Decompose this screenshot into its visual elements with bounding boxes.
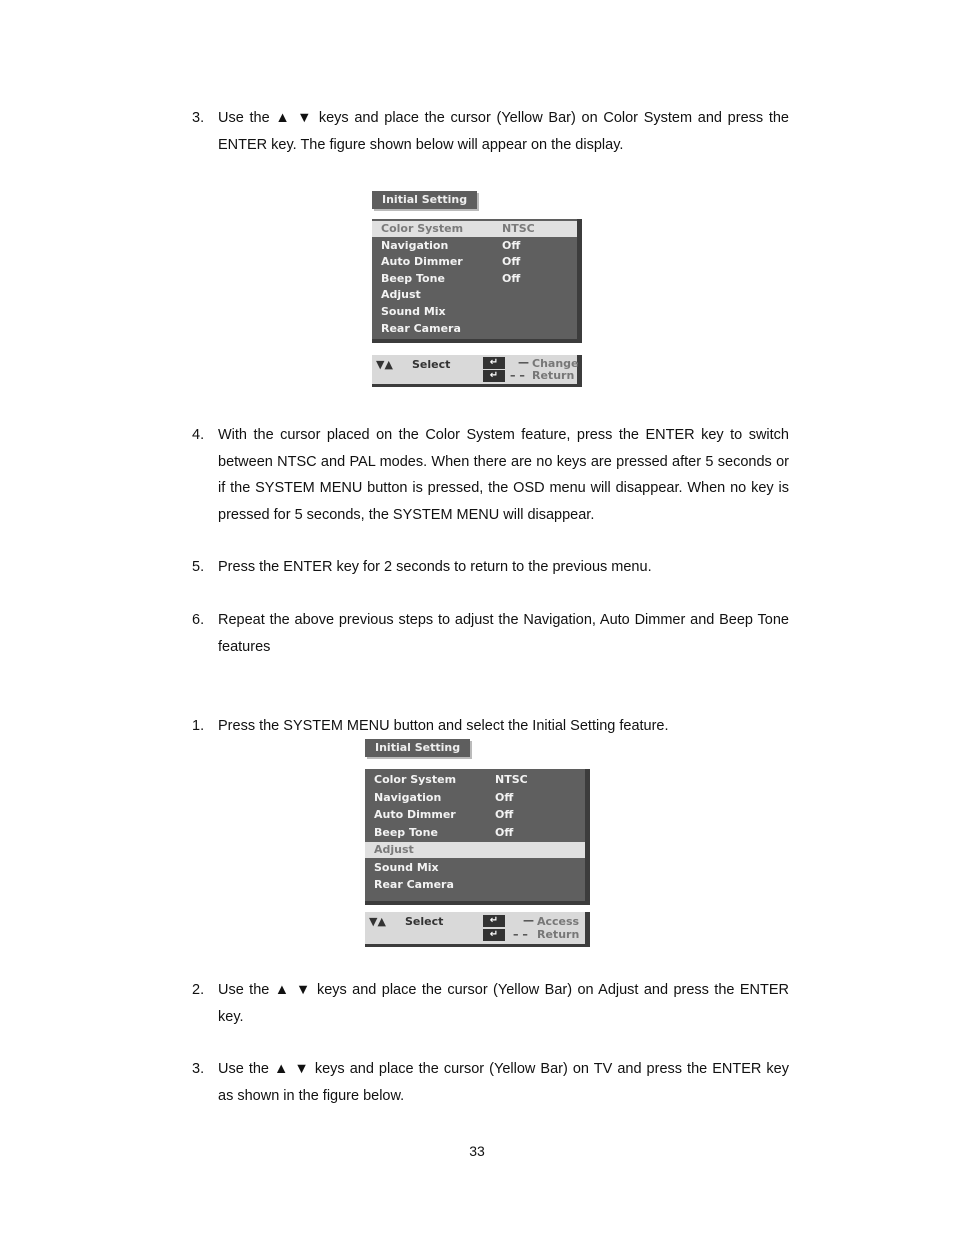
osd-row-navigation: Navigation Off	[374, 791, 514, 804]
up-down-arrows-icon: ▼▲	[376, 358, 393, 371]
step-4-top	[192, 422, 789, 528]
step-2-bottom	[192, 977, 789, 1030]
long-dash: – –	[510, 369, 525, 382]
step-text: Use the ▲ ▼ keys and place the cursor (Yellow Bar) on Color System and press the ENTER key. The figure shown below will appear on the display.	[218, 110, 789, 153]
osd-menu-panel	[372, 219, 582, 343]
step-number: 4.	[192, 427, 205, 443]
step-3-top	[192, 105, 789, 158]
step-text: Press the SYSTEM MENU button and select the Initial Setting feature.	[218, 718, 669, 734]
step-text: With the cursor placed on the Color System feature, press the ENTER key to switch between NTSC and PAL modes. When there are no keys are pressed after 5 seconds or if the SYSTEM MENU button is pressed, the OSD menu will disappear. When no key is pressed for 5 seconds, the SYSTEM MENU will disappear.	[218, 427, 789, 523]
step-3-bottom	[192, 1056, 789, 1109]
step-number: 2.	[192, 982, 205, 998]
step-1-bottom	[192, 713, 789, 740]
osd-row-rear-camera: Rear Camera	[381, 322, 461, 335]
access-hint: Access	[537, 915, 580, 928]
step-text: Use the ▲ ▼ keys and place the cursor (Yellow Bar) on TV and press the ENTER key as shown in the figure below.	[218, 1061, 789, 1104]
osd-menu-figure-2	[365, 739, 591, 951]
short-dash: —	[523, 914, 534, 927]
page-number: 33	[469, 1143, 485, 1159]
osd-row-beep-tone: Beep Tone Off	[381, 272, 521, 285]
osd-row-adjust: Adjust	[381, 288, 421, 301]
up-down-arrows-icon: ▼▲	[369, 915, 386, 928]
step-number: 3.	[192, 110, 205, 126]
osd-row-color-system: Color System NTSC	[372, 221, 577, 237]
osd-row-sound-mix: Sound Mix	[381, 305, 446, 318]
step-6-top	[192, 607, 789, 660]
osd-footer	[365, 912, 590, 947]
return-hint: Return	[537, 928, 580, 941]
enter-key-icon: ↵	[483, 915, 505, 927]
osd-row-auto-dimmer: Auto Dimmer Off	[381, 255, 521, 268]
step-text: Press the ENTER key for 2 seconds to return to the previous menu.	[218, 559, 652, 575]
enter-key-icon: ↵	[483, 929, 505, 941]
step-text: Repeat the above previous steps to adjust the Navigation, Auto Dimmer and Beep Tone features	[218, 612, 789, 655]
step-number: 5.	[192, 559, 205, 575]
osd-row-adjust: Adjust	[365, 842, 585, 858]
return-hint: Return	[532, 369, 575, 382]
change-hint: Change	[532, 357, 579, 370]
step-number: 6.	[192, 612, 205, 628]
step-number: 1.	[192, 718, 205, 734]
osd-title: Initial Setting	[365, 739, 470, 757]
osd-footer	[372, 355, 582, 387]
select-label: Select	[412, 358, 451, 371]
step-text: Use the ▲ ▼ keys and place the cursor (Yellow Bar) on Adjust and press the ENTER key.	[218, 982, 789, 1025]
select-label: Select	[405, 915, 444, 928]
step-number: 3.	[192, 1061, 205, 1077]
osd-row-color-system: Color System NTSC	[374, 773, 528, 786]
long-dash: – –	[513, 928, 528, 941]
enter-key-icon: ↵	[483, 357, 505, 369]
osd-row-auto-dimmer: Auto Dimmer Off	[374, 808, 514, 821]
osd-title: Initial Setting	[372, 191, 477, 209]
short-dash: —	[518, 356, 529, 369]
osd-row-sound-mix: Sound Mix	[374, 861, 439, 874]
enter-key-icon: ↵	[483, 370, 505, 382]
osd-menu-figure-1	[372, 191, 583, 390]
osd-row-beep-tone: Beep Tone Off	[374, 826, 514, 839]
osd-menu-panel	[365, 769, 590, 905]
step-5-top	[192, 554, 789, 581]
osd-row-rear-camera: Rear Camera	[374, 878, 454, 891]
osd-row-navigation: Navigation Off	[381, 239, 521, 252]
